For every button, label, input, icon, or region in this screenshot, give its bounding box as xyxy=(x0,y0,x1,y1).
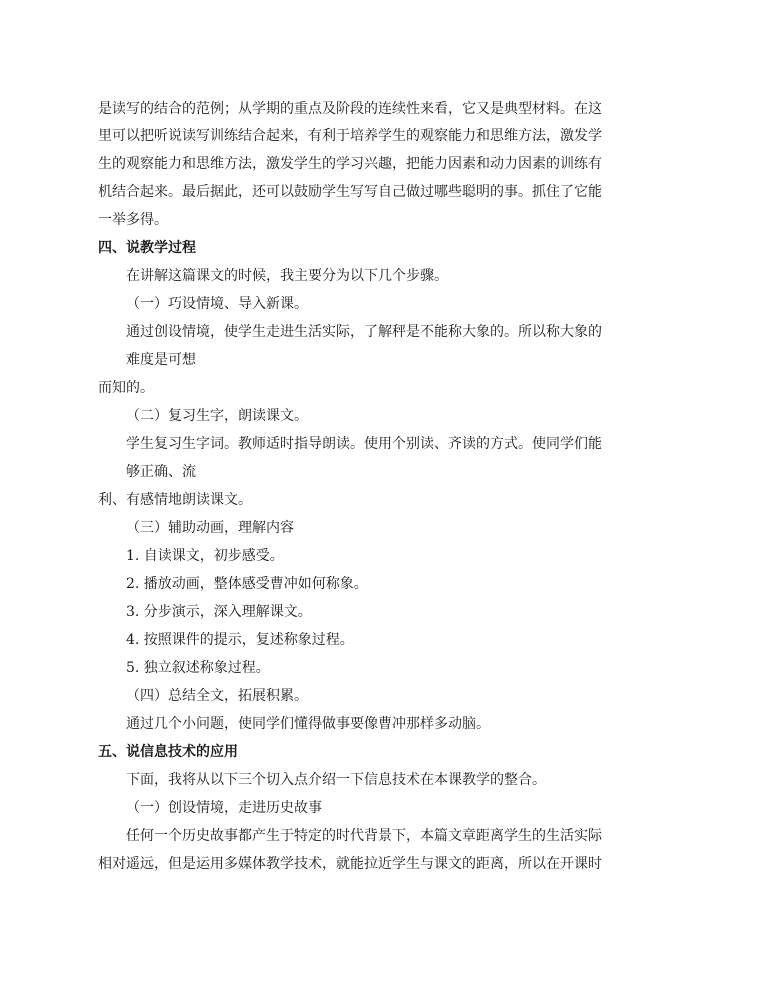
body-text-line: 在讲解这篇课文的时候，我主要分为以下几个步骤。 xyxy=(126,268,448,284)
subsection-heading: （二）复习生字，朗读课文。 xyxy=(126,408,308,424)
list-item: 3. 分步演示，深入理解课文。 xyxy=(126,604,312,620)
body-text-line: 机结合起来。最后据此，还可以鼓励学生写写自己做过哪些聪明的事。抓住了它能 xyxy=(98,184,602,200)
body-text-line: 相对遥远，但是运用多媒体教学技术，就能拉近学生与课文的距离，所以在开课时 xyxy=(98,856,602,872)
subsection-heading: （一）巧设情境、导入新课。 xyxy=(126,296,308,312)
body-text-line: 通过创设情境，使学生走进生活实际，了解秤是不能称大象的。所以称大象的 xyxy=(126,324,602,340)
section-heading: 五、说信息技术的应用 xyxy=(98,744,238,760)
body-text-line: 而知的。 xyxy=(98,380,154,396)
list-item: 5. 独立叙述称象过程。 xyxy=(126,660,270,676)
list-item: 4. 按照课件的提示，复述称象过程。 xyxy=(126,632,354,648)
list-item: 2. 播放动画，整体感受曹冲如何称象。 xyxy=(126,576,368,592)
body-text-line: 通过几个小问题，使同学们懂得做事要像曹冲那样多动脑。 xyxy=(126,716,490,732)
body-text-line: 下面，我将从以下三个切入点介绍一下信息技术在本课教学的整合。 xyxy=(126,772,546,788)
section-heading: 四、说教学过程 xyxy=(98,240,196,256)
body-text-line: 够正确、流 xyxy=(126,464,196,480)
body-text-line: 里可以把听说读写训练结合起来，有利于培养学生的观察能力和思维方法，激发学 xyxy=(98,128,602,144)
body-text-line: 是读写的结合的范例；从学期的重点及阶段的连续性来看，它又是典型材料。在这 xyxy=(98,101,602,117)
subsection-heading: （一）创设情境，走进历史故事 xyxy=(126,800,322,816)
list-item: 1. 自读课文，初步感受。 xyxy=(126,548,284,564)
body-text-line: 学生复习生字词。教师适时指导朗读。使用个别读、齐读的方式。使同学们能 xyxy=(126,436,602,452)
body-text-line: 生的观察能力和思维方法，激发学生的学习兴趣，把能力因素和动力因素的训练有 xyxy=(98,156,602,172)
body-text-line: 利、有感情地朗读课文。 xyxy=(98,492,252,508)
subsection-heading: （三）辅助动画，理解内容 xyxy=(126,520,294,536)
subsection-heading: （四）总结全文，拓展积累。 xyxy=(126,688,308,704)
body-text-line: 难度是可想 xyxy=(126,352,196,368)
body-text-line: 一举多得。 xyxy=(98,212,168,228)
body-text-line: 任何一个历史故事都产生于特定的时代背景下，本篇文章距离学生的生活实际 xyxy=(126,828,602,844)
